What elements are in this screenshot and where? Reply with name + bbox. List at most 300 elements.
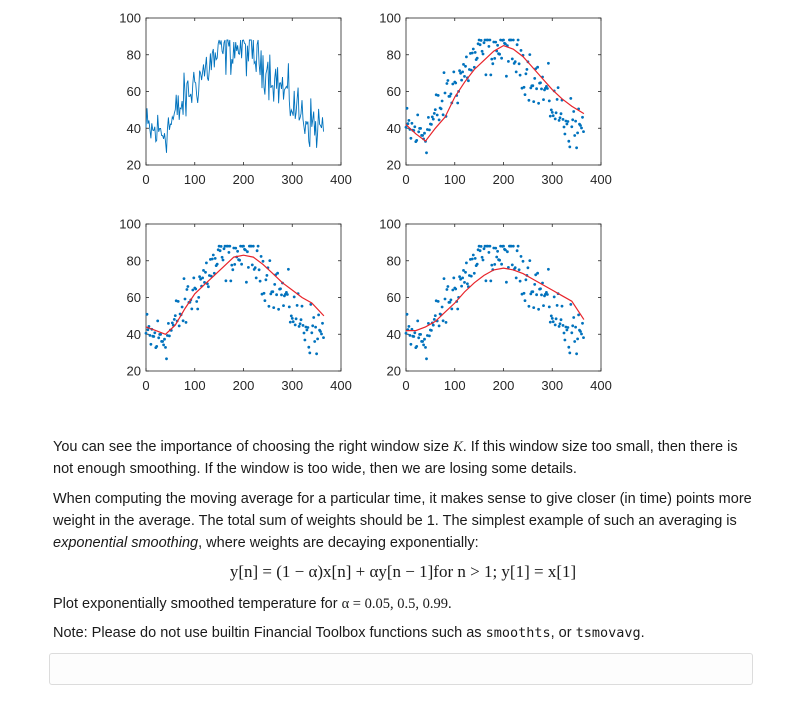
data-point — [182, 319, 185, 322]
data-point — [410, 343, 413, 346]
data-point — [271, 290, 274, 293]
data-point — [423, 338, 426, 341]
code-input-cell[interactable] — [49, 653, 753, 685]
data-point — [533, 283, 536, 286]
data-point — [255, 277, 258, 280]
data-point — [522, 260, 525, 263]
data-point — [524, 299, 527, 302]
data-point — [564, 339, 567, 342]
data-point — [277, 308, 280, 311]
data-point — [219, 249, 222, 252]
data-point — [483, 247, 486, 250]
data-point — [442, 319, 445, 322]
data-point — [225, 279, 228, 282]
data-point — [511, 264, 514, 267]
data-point — [472, 254, 475, 257]
data-point — [177, 300, 180, 303]
data-point — [562, 118, 565, 121]
data-point — [527, 266, 530, 269]
data-point — [498, 259, 501, 262]
data-point — [561, 305, 564, 308]
data-point — [476, 57, 479, 60]
data-point — [246, 250, 249, 253]
data-point — [554, 324, 557, 327]
data-point — [247, 266, 250, 269]
data-point — [181, 306, 184, 309]
data-point — [489, 245, 492, 248]
data-point — [517, 245, 520, 248]
x-tick-label: 100 — [183, 378, 206, 393]
data-point — [535, 87, 538, 90]
data-point — [547, 268, 550, 271]
x-tick-label: 100 — [443, 378, 466, 393]
x-tick-label: 400 — [590, 378, 612, 393]
data-point — [471, 258, 474, 261]
data-point — [454, 288, 457, 291]
data-point — [579, 124, 582, 127]
data-point — [410, 137, 413, 140]
data-point — [525, 72, 528, 75]
data-point — [319, 330, 322, 333]
data-point — [220, 245, 223, 248]
data-point — [496, 44, 499, 47]
data-point — [506, 250, 509, 253]
y-tick-label: 100 — [119, 10, 141, 26]
data-point — [573, 134, 576, 137]
data-point — [445, 321, 448, 324]
data-point — [287, 268, 290, 271]
data-point — [428, 129, 431, 132]
data-point — [546, 87, 549, 90]
data-point — [446, 288, 449, 291]
p1-text-a: You can see the importance of choosing the right window size — [53, 439, 454, 455]
data-point — [178, 325, 181, 328]
data-point — [483, 41, 486, 44]
data-point — [493, 263, 496, 266]
data-point — [268, 305, 271, 308]
data-point — [542, 98, 545, 101]
x-tick-label: 300 — [541, 172, 564, 187]
data-point — [204, 271, 207, 274]
y-tick-label: 40 — [386, 120, 401, 136]
data-point — [570, 331, 573, 334]
data-point — [488, 45, 491, 48]
data-point — [273, 283, 276, 286]
data-point — [490, 264, 493, 267]
data-point — [440, 107, 443, 110]
data-point — [408, 119, 411, 122]
data-point — [536, 272, 539, 275]
y-tick-label: 40 — [126, 120, 141, 136]
data-point — [311, 324, 314, 327]
data-point — [186, 288, 189, 291]
data-point — [229, 280, 232, 283]
data-point — [537, 308, 540, 311]
data-point — [556, 98, 559, 101]
data-point — [526, 68, 529, 71]
data-point — [465, 262, 468, 265]
data-point — [523, 86, 526, 89]
data-point — [425, 357, 428, 360]
data-point — [214, 257, 217, 260]
data-point — [532, 306, 535, 309]
data-point — [502, 245, 505, 248]
y-tick-label: 80 — [386, 47, 401, 63]
y-tick-label: 100 — [119, 216, 141, 232]
data-point — [450, 308, 453, 311]
data-point — [575, 146, 578, 149]
data-point — [580, 127, 583, 130]
data-point — [540, 294, 543, 297]
data-point — [573, 340, 576, 343]
data-point — [520, 255, 523, 258]
y-tick-label: 80 — [126, 47, 141, 63]
data-point — [251, 264, 254, 267]
data-point — [441, 100, 444, 103]
data-point — [187, 285, 190, 288]
data-point — [549, 115, 552, 118]
data-point — [551, 111, 554, 114]
data-point — [434, 108, 437, 111]
data-point — [470, 69, 473, 72]
data-point — [231, 268, 234, 271]
data-point — [168, 335, 171, 338]
data-point — [307, 326, 310, 329]
data-point — [548, 306, 551, 309]
data-point — [531, 290, 534, 293]
paragraph-window-size — [53, 436, 753, 480]
data-point — [262, 260, 265, 263]
data-point — [413, 331, 416, 334]
data-point — [480, 245, 483, 248]
data-point — [222, 259, 225, 262]
data-point — [419, 333, 422, 336]
data-point — [550, 109, 553, 112]
data-point — [228, 245, 231, 248]
data-point — [263, 292, 266, 295]
data-point — [456, 102, 459, 105]
data-point — [514, 266, 517, 269]
data-point — [436, 114, 439, 117]
data-point — [536, 66, 539, 69]
data-point — [518, 62, 521, 65]
data-point — [569, 97, 572, 100]
data-point — [308, 352, 311, 355]
data-point — [424, 346, 427, 349]
p2-text-a: When computing the moving average for a particular time, it makes sense to give closer (in time) points more weight in the average. The total sum of weights should be 1. The simplest example of such an averaging is — [53, 491, 752, 529]
data-point — [505, 75, 508, 78]
data-point — [564, 133, 567, 136]
data-point — [482, 259, 485, 262]
data-point — [183, 277, 186, 280]
data-point — [293, 296, 296, 299]
data-point — [552, 320, 555, 323]
data-point — [549, 321, 552, 324]
data-point — [548, 100, 551, 103]
y-tick-label: 60 — [386, 84, 401, 99]
data-point — [461, 277, 464, 280]
data-point — [184, 298, 187, 301]
data-point — [494, 247, 497, 250]
chart-panel-top-left — [119, 11, 352, 188]
x-tick-label: 0 — [142, 172, 150, 187]
data-point — [502, 39, 505, 42]
data-point — [568, 352, 571, 355]
data-point — [301, 305, 304, 308]
data-point — [264, 299, 267, 302]
data-point — [542, 304, 545, 307]
data-point — [447, 79, 450, 82]
data-point — [195, 300, 198, 303]
data-point — [562, 324, 565, 327]
data-point — [192, 277, 195, 280]
p4-text-c: . — [640, 625, 645, 641]
data-point — [417, 130, 420, 133]
data-point — [547, 62, 550, 65]
data-point — [524, 93, 527, 96]
data-point — [230, 264, 233, 267]
code-smoothts: smoothts — [485, 625, 551, 641]
data-point — [556, 304, 559, 307]
data-point — [433, 112, 436, 115]
data-point — [317, 314, 320, 317]
p2-text-b: , where weights are decaying exponentially: — [198, 535, 479, 551]
equation: y[n] = (1 − α)x[n] + αy[n − 1]for n > 1; y[1] = x[1] — [229, 562, 577, 581]
data-point — [567, 326, 570, 329]
data-point — [238, 259, 241, 262]
data-point — [306, 329, 309, 332]
data-point — [315, 352, 318, 355]
data-point — [190, 308, 193, 311]
data-point — [523, 292, 526, 295]
paragraph-exponential — [53, 488, 753, 554]
data-point — [421, 134, 424, 137]
data-point — [438, 325, 441, 328]
data-point — [450, 93, 453, 96]
data-point — [566, 329, 569, 332]
data-point — [437, 94, 440, 97]
data-point — [515, 71, 518, 74]
data-point — [205, 262, 208, 265]
data-point — [551, 317, 554, 320]
data-point — [516, 249, 519, 252]
data-point — [574, 120, 577, 123]
data-point — [228, 251, 231, 254]
data-point — [458, 69, 461, 72]
p3-text-a: Plot exponentially smoothed temperature for — [53, 596, 342, 612]
data-point — [452, 277, 455, 280]
data-point — [454, 82, 457, 85]
data-point — [505, 281, 508, 284]
x-tick-label: 100 — [443, 172, 466, 187]
data-point — [568, 146, 571, 149]
paragraph-note — [53, 622, 753, 644]
data-point — [518, 268, 521, 271]
data-point — [485, 73, 488, 76]
data-point — [442, 113, 445, 116]
data-point — [567, 120, 570, 123]
data-point — [282, 304, 285, 307]
data-point — [539, 287, 542, 290]
paragraph-plot-task — [53, 593, 753, 615]
data-point — [211, 258, 214, 261]
data-point — [464, 65, 467, 68]
data-point — [437, 300, 440, 303]
data-point — [443, 71, 446, 74]
data-point — [432, 118, 435, 121]
data-point — [473, 272, 476, 275]
data-point — [430, 329, 433, 332]
data-point — [582, 336, 585, 339]
data-point — [423, 132, 426, 135]
data-point — [528, 99, 531, 102]
chart-panel-top-right — [379, 11, 612, 188]
data-point — [482, 53, 485, 56]
x-tick-label: 400 — [590, 172, 612, 187]
data-point — [155, 345, 158, 348]
data-point — [320, 333, 323, 336]
data-point — [299, 322, 302, 325]
y-tick-label: 40 — [386, 326, 401, 342]
data-point — [560, 318, 563, 321]
data-point — [415, 345, 418, 348]
data-point — [292, 320, 295, 323]
data-point — [266, 274, 269, 277]
data-point — [520, 49, 523, 52]
data-point — [553, 296, 556, 299]
data-point — [539, 81, 542, 84]
data-point — [507, 60, 510, 63]
data-point — [149, 334, 152, 337]
data-point — [528, 305, 531, 308]
data-point — [413, 125, 416, 128]
data-point — [451, 83, 454, 86]
data-point — [552, 114, 555, 117]
data-point — [559, 322, 562, 325]
data-point — [500, 263, 503, 266]
data-point — [479, 43, 482, 46]
data-point — [571, 324, 574, 327]
data-point — [489, 74, 492, 77]
data-point — [207, 285, 210, 288]
data-point — [406, 107, 409, 110]
data-point — [489, 280, 492, 283]
data-point — [254, 266, 257, 269]
y-tick-label: 60 — [126, 84, 141, 99]
data-point — [147, 328, 150, 331]
x-tick-label: 400 — [330, 172, 352, 187]
data-point — [430, 123, 433, 126]
data-point — [537, 102, 540, 105]
data-point — [286, 293, 289, 296]
data-point — [417, 336, 420, 339]
data-point — [447, 285, 450, 288]
p4-text-b: , or — [550, 625, 576, 641]
data-point — [481, 256, 484, 259]
data-point — [555, 317, 558, 320]
data-point — [519, 280, 522, 283]
data-point — [221, 256, 224, 259]
data-point — [416, 320, 419, 323]
data-point — [173, 318, 176, 321]
data-point — [256, 249, 259, 252]
x-tick-label: 100 — [183, 172, 206, 187]
data-point — [280, 294, 283, 297]
data-point — [443, 277, 446, 280]
data-point — [152, 335, 155, 338]
data-point — [416, 114, 419, 117]
data-point — [495, 256, 498, 259]
y-tick-label: 20 — [386, 157, 401, 173]
data-point — [444, 298, 447, 301]
data-point — [167, 322, 170, 325]
data-point — [579, 330, 582, 333]
data-point — [185, 321, 188, 324]
chart-panel-bottom-left — [119, 217, 352, 394]
data-point — [458, 275, 461, 278]
data-point — [409, 334, 412, 337]
data-point — [580, 333, 583, 336]
data-point — [550, 315, 553, 318]
data-point — [288, 306, 291, 309]
data-point — [198, 275, 201, 278]
data-point — [572, 110, 575, 113]
data-point — [174, 314, 177, 317]
data-point — [476, 263, 479, 266]
data-point — [191, 289, 194, 292]
data-point — [560, 112, 563, 115]
data-point — [519, 74, 522, 77]
data-point — [528, 53, 531, 56]
data-point — [258, 268, 261, 271]
data-point — [438, 119, 441, 122]
x-tick-label: 0 — [402, 172, 410, 187]
data-point — [533, 77, 536, 80]
data-point — [316, 338, 319, 341]
data-point — [463, 75, 466, 78]
data-point — [498, 53, 501, 56]
data-point — [242, 245, 245, 248]
data-point — [581, 116, 584, 119]
data-point — [567, 346, 570, 349]
data-point — [467, 79, 470, 82]
data-point — [490, 58, 493, 61]
data-point — [472, 48, 475, 51]
data-point — [535, 293, 538, 296]
data-point — [279, 287, 282, 290]
x-tick-label: 0 — [142, 378, 150, 393]
data-point — [425, 151, 428, 154]
data-point — [569, 303, 572, 306]
data-point — [268, 259, 271, 262]
data-point — [571, 118, 574, 121]
data-point — [313, 340, 316, 343]
data-point — [406, 313, 409, 316]
y-tick-label: 100 — [379, 216, 401, 232]
data-point — [555, 111, 558, 114]
x-tick-label: 200 — [232, 378, 255, 393]
data-point — [567, 140, 570, 143]
data-point — [234, 247, 237, 250]
data-point — [157, 336, 160, 339]
data-point — [532, 100, 535, 103]
data-point — [546, 293, 549, 296]
data-point — [444, 92, 447, 95]
data-point — [563, 126, 566, 129]
data-point — [236, 250, 239, 253]
data-point — [146, 313, 149, 316]
data-point — [302, 324, 305, 327]
